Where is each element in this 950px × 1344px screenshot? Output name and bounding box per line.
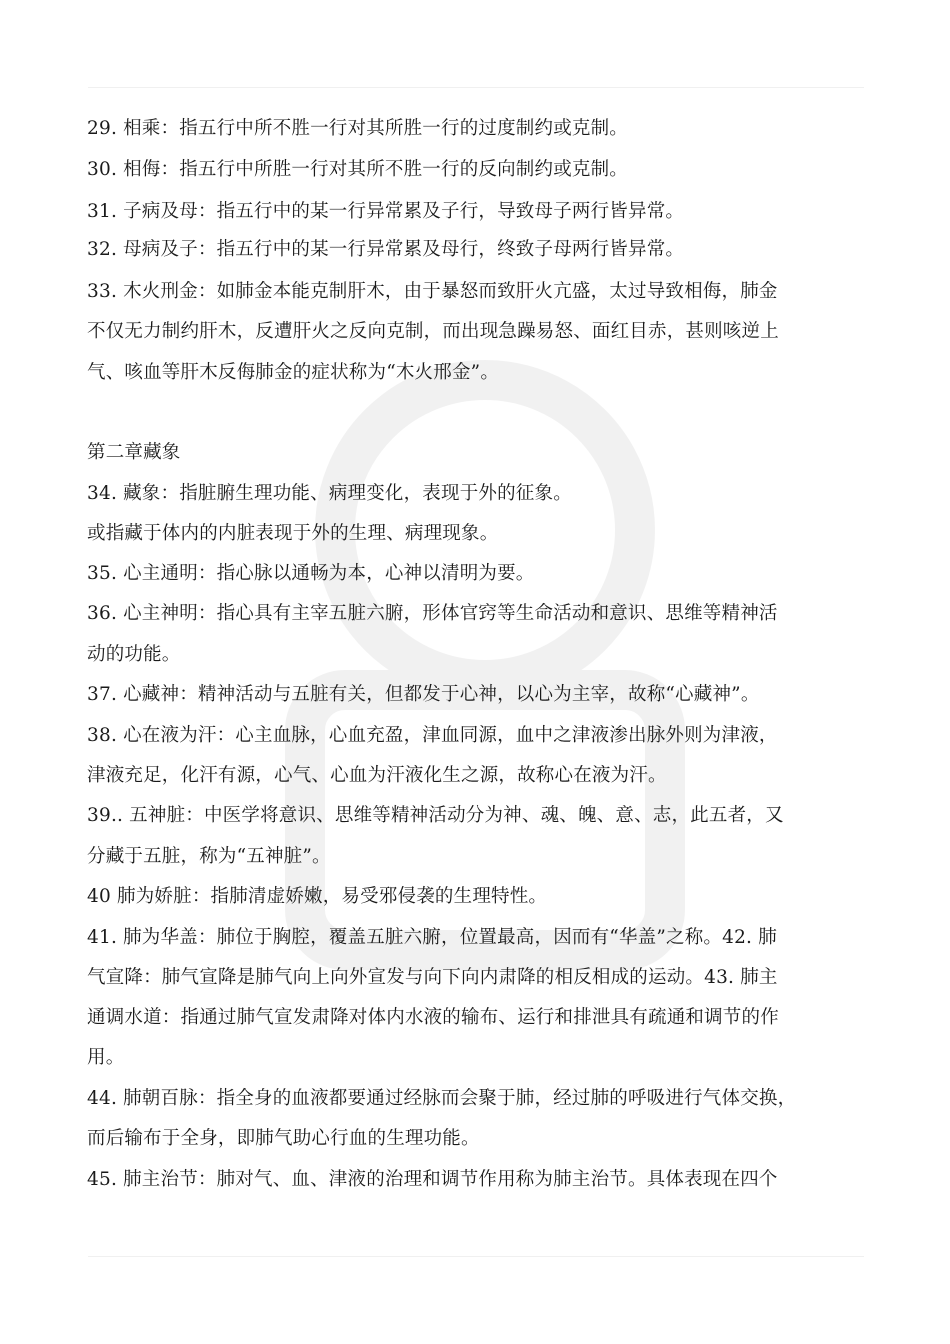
text-line-17: 39.. 五神脏：中医学将意识、思维等精神活动分为神、魂、魄、意、志，此五者，又 bbox=[87, 805, 784, 826]
text-line-25: 而后输布于全身，即肺气助心行血的生理功能。 bbox=[87, 1128, 480, 1149]
text-line-7: 气、咳血等肝木反侮肺金的症状称为“木火邢金”。 bbox=[87, 362, 500, 383]
text-line-3: 31. 子病及母：指五行中的某一行异常累及子行，导致母子两行皆异常。 bbox=[87, 201, 685, 222]
text-line-22: 通调水道：指通过肺气宣发肃降对体内水液的输布、运行和排泄具有疏通和调节的作 bbox=[87, 1007, 779, 1028]
text-line-14: 37. 心藏神：精神活动与五脏有关，但都发于心神，以心为主宰，故称“心藏神”。 bbox=[87, 684, 760, 705]
text-line-2: 30. 相侮：指五行中所胜一行对其所不胜一行的反向制约或克制。 bbox=[87, 159, 629, 180]
text-line-10: 或指藏于体内的内脏表现于外的生理、病理现象。 bbox=[87, 523, 499, 544]
text-line-19: 40 肺为娇脏：指肺清虚娇嫩，易受邪侵袭的生理特性。 bbox=[87, 886, 548, 907]
bottom-divider bbox=[88, 1256, 864, 1257]
text-line-26: 45. 肺主治节：肺对气、血、津液的治理和调节作用称为肺主治节。具体表现在四个 bbox=[87, 1169, 778, 1190]
text-line-21: 气宣降：肺气宣降是肺气向上向外宣发与向下向内肃降的相反相成的运动。43. 肺主 bbox=[87, 967, 778, 988]
text-line-1: 29. 相乘：指五行中所不胜一行对其所胜一行的过度制约或克制。 bbox=[87, 118, 629, 139]
text-line-18: 分藏于五脏，称为“五神脏”。 bbox=[87, 846, 331, 867]
text-line-11: 35. 心主通明：指心脉以通畅为本，心神以清明为要。 bbox=[87, 563, 535, 584]
text-line-13: 动的功能。 bbox=[87, 644, 181, 665]
text-line-9: 34. 藏象：指脏腑生理功能、病理变化，表现于外的征象。 bbox=[87, 483, 572, 504]
text-line-23: 用。 bbox=[87, 1047, 125, 1068]
text-line-16: 津液充足，化汗有源，心气、心血为汗液化生之源，故称心在液为汗。 bbox=[87, 765, 667, 786]
text-line-12: 36. 心主神明：指心具有主宰五脏六腑，形体官窍等生命活动和意识、思维等精神活 bbox=[87, 603, 778, 624]
text-line-5: 33. 木火刑金：如肺金本能克制肝木，由于暴怒而致肝火亢盛，太过导致相侮，肺金 bbox=[87, 281, 778, 302]
text-line-15: 38. 心在液为汗：心主血脉，心血充盈，津血同源，血中之津液渗出脉外则为津液， bbox=[87, 725, 778, 746]
text-line-24: 44. 肺朝百脉：指全身的血液都要通过经脉而会聚于肺，经过肺的呼吸进行气体交换， bbox=[87, 1088, 797, 1109]
chapter-heading: 第二章藏象 bbox=[87, 442, 181, 463]
text-line-4: 32. 母病及子：指五行中的某一行异常累及母行，终致子母两行皆异常。 bbox=[87, 239, 685, 260]
top-divider bbox=[88, 87, 864, 88]
text-line-6: 不仅无力制约肝木，反遭肝火之反向克制，而出现急躁易怒、面红目赤，甚则咳逆上 bbox=[87, 321, 779, 342]
text-line-20: 41. 肺为华盖：肺位于胸腔，覆盖五脏六腑，位置最高，因而有“华盖”之称。42. 肺 bbox=[87, 927, 777, 948]
